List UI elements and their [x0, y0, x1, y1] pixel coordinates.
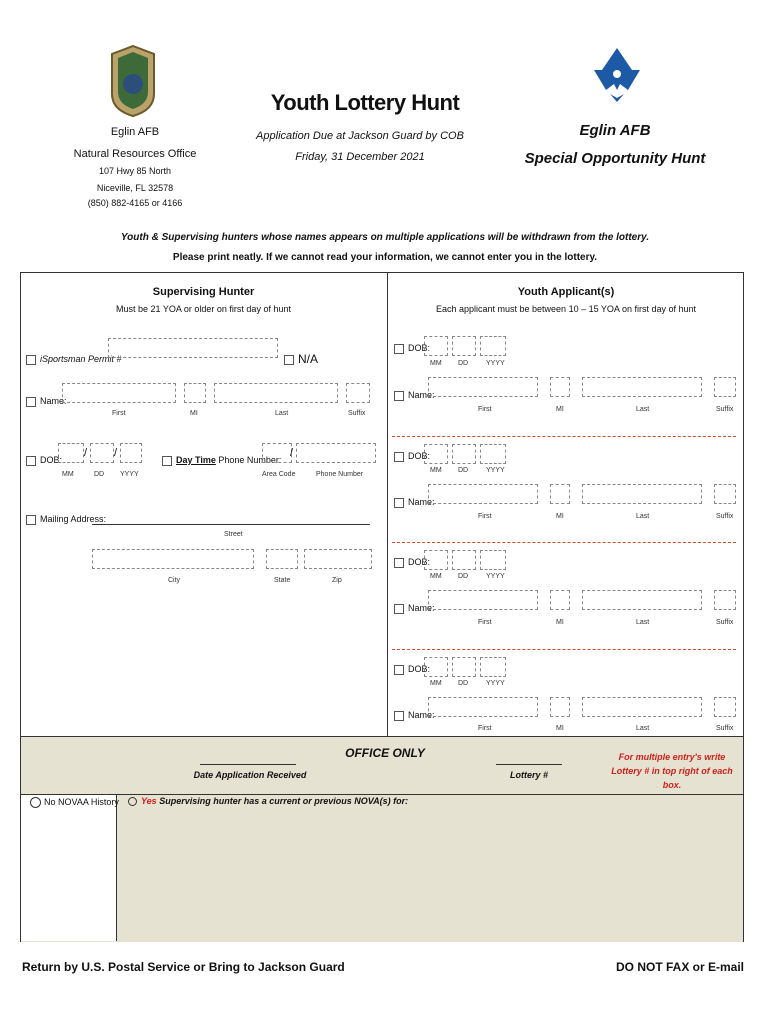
date-received-label: Date Application Received: [193, 770, 307, 780]
notice-line2: Please print neatly. If we cannot read your information, we cannot enter you in the lottery.: [172, 252, 598, 263]
youth3-dob-yyyy[interactable]: [480, 550, 506, 570]
youth1-dd-caption: DD: [458, 360, 469, 367]
youth3-last-caption: Last: [636, 619, 650, 626]
youth3-yyyy-caption: YYYY: [486, 573, 505, 580]
notice-line1: Youth & Supervising hunters whose names appears on multiple applications will be withdrawn from the lottery.: [120, 232, 650, 243]
no-novaa-label: No NOVAA History: [44, 797, 119, 807]
supervisor-first-caption: First: [112, 410, 126, 417]
street-caption: Street: [224, 531, 243, 538]
dob-slash: /: [84, 447, 88, 459]
youth2-mi-caption: MI: [556, 513, 564, 520]
permit-checkbox[interactable]: [26, 355, 36, 365]
mailing-checkbox[interactable]: [26, 515, 36, 525]
supervisor-dob-row[interactable]: [26, 455, 62, 466]
youth3-last-field[interactable]: [582, 590, 702, 610]
dob-slash: /: [114, 447, 118, 459]
city-caption: City: [168, 577, 181, 584]
youth1-suffix-field[interactable]: [714, 377, 736, 397]
supervisor-name-label: Name:: [40, 396, 67, 406]
youth3-suffix-field[interactable]: [714, 590, 736, 610]
multiple-entry-note: For multiple entry's write Lottery # in top right of each box.: [611, 752, 733, 790]
lottery-number-label: Lottery #: [509, 770, 548, 780]
no-novaa-box: [21, 794, 117, 941]
mailing-label: Mailing Address:: [40, 514, 107, 524]
youth3-first-caption: First: [478, 619, 492, 626]
youth3-dob-dd[interactable]: [452, 550, 476, 570]
youth1-mm-caption: MM: [430, 360, 442, 367]
youth2-dd-caption: DD: [458, 467, 469, 474]
zip-field[interactable]: [304, 549, 372, 569]
youth1-first-caption: First: [478, 406, 492, 413]
youth3-mi-field[interactable]: [550, 590, 570, 610]
youth4-dd-caption: DD: [458, 680, 469, 687]
supervisor-mi-field[interactable]: [184, 383, 206, 403]
area-code-field[interactable]: [262, 443, 292, 463]
youth-separator: [392, 542, 736, 543]
youth2-yyyy-caption: YYYY: [486, 467, 505, 474]
supervisor-last-caption: Last: [275, 410, 289, 417]
yes-novaa-option[interactable]: [128, 796, 408, 806]
youth2-mm-caption: MM: [430, 467, 442, 474]
youth4-dob-label: DOB:: [408, 664, 431, 674]
city-field[interactable]: [92, 549, 254, 569]
youth4-yyyy-caption: YYYY: [486, 680, 505, 687]
no-fax-notice: DO NOT FAX or E-mail: [615, 960, 744, 974]
state-caption: State: [274, 577, 291, 584]
youth4-suffix-field[interactable]: [714, 697, 736, 717]
supervisor-first-field[interactable]: [62, 383, 176, 403]
youth4-dob-mm[interactable]: [424, 657, 448, 677]
permit-label: iSportsman Permit #: [40, 354, 122, 364]
youth2-last-field[interactable]: [582, 484, 702, 504]
youth1-dob-dd[interactable]: [452, 336, 476, 356]
youth1-dob-mm[interactable]: [424, 336, 448, 356]
lottery-number-line[interactable]: [496, 764, 562, 765]
youth2-name-label: Name:: [408, 497, 435, 507]
address-line1: 107 Hwy 85 North: [98, 166, 172, 176]
youth2-dob-yyyy[interactable]: [480, 444, 506, 464]
youth-separator: [392, 649, 736, 650]
youth1-dob-yyyy[interactable]: [480, 336, 506, 356]
youth2-mi-field[interactable]: [550, 484, 570, 504]
youth4-dob-dd[interactable]: [452, 657, 476, 677]
supervisor-mi-caption: MI: [190, 410, 198, 417]
permit-number-field[interactable]: [108, 338, 278, 358]
youth3-dd-caption: DD: [458, 573, 469, 580]
youth1-mi-caption: MI: [556, 406, 564, 413]
youth1-dob-checkbox[interactable]: [394, 344, 404, 354]
youth-separator: [392, 436, 736, 437]
youth1-last-caption: Last: [636, 406, 650, 413]
supervisor-name-checkbox[interactable]: [26, 397, 36, 407]
youth3-dob-label: DOB:: [408, 557, 431, 567]
yes-novaa-text: Supervising hunter has a current or previous NOVA(s) for:: [159, 796, 409, 806]
supervisor-mm-caption: MM: [62, 471, 74, 478]
youth2-dob-checkbox[interactable]: [394, 452, 404, 462]
youth3-mi-caption: MI: [556, 619, 564, 626]
supervisor-last-field[interactable]: [214, 383, 338, 403]
natural-resources-seal-logo: [108, 44, 158, 118]
supervisor-dob-label: DOB:: [40, 455, 63, 465]
street-field[interactable]: [92, 510, 370, 525]
right-org-name: Eglin AFB: [579, 122, 651, 139]
youth1-last-field[interactable]: [582, 377, 702, 397]
youth4-mi-field[interactable]: [550, 697, 570, 717]
youth1-mi-field[interactable]: [550, 377, 570, 397]
youth3-name-checkbox[interactable]: [394, 604, 404, 614]
youth4-last-caption: Last: [636, 725, 650, 732]
youth1-suffix-caption: Suffix: [716, 406, 734, 413]
date-received-line[interactable]: [200, 764, 296, 765]
novaa-history-box: [117, 794, 743, 941]
na-label: N/A: [298, 352, 319, 366]
youth2-dob-mm[interactable]: [424, 444, 448, 464]
youth1-yyyy-caption: YYYY: [486, 360, 505, 367]
youth4-suffix-caption: Suffix: [716, 725, 734, 732]
youth-heading: Youth Applicant(s): [517, 286, 615, 298]
youth3-suffix-caption: Suffix: [716, 619, 734, 626]
youth2-suffix-caption: Suffix: [716, 513, 734, 520]
youth2-first-field[interactable]: [428, 484, 538, 504]
supervisor-dob-checkbox[interactable]: [26, 456, 36, 466]
left-org-office: Natural Resources Office: [73, 148, 197, 160]
due-date-line2: Friday, 31 December 2021: [295, 151, 425, 163]
youth2-dob-label: DOB:: [408, 451, 431, 461]
office-phone: (850) 882-4165 or 4166: [87, 198, 183, 208]
air-force-wings-logo: [592, 44, 642, 108]
youth1-first-field[interactable]: [428, 377, 538, 397]
youth2-dob-dd[interactable]: [452, 444, 476, 464]
supervisor-name-row[interactable]: [26, 396, 67, 407]
phone-number-field[interactable]: [296, 443, 376, 463]
youth4-mm-caption: MM: [430, 680, 442, 687]
state-field[interactable]: [266, 549, 298, 569]
phone-number-caption: Phone Number: [316, 471, 364, 478]
youth2-name-checkbox[interactable]: [394, 498, 404, 508]
address-line2: Niceville, FL 32578: [96, 183, 174, 193]
yes-label: Yes: [141, 796, 157, 806]
supervisor-heading: Supervising Hunter: [152, 286, 255, 298]
supervisor-dd-caption: DD: [94, 471, 105, 478]
youth2-last-caption: Last: [636, 513, 650, 520]
supervisor-dob-yyyy[interactable]: [120, 443, 142, 463]
no-novaa-option[interactable]: [30, 797, 119, 808]
youth2-suffix-field[interactable]: [714, 484, 736, 504]
youth4-first-field[interactable]: [428, 697, 538, 717]
youth4-first-caption: First: [478, 725, 492, 732]
supervisor-suffix-caption: Suffix: [348, 410, 366, 417]
supervisor-dob-mm[interactable]: [58, 443, 84, 463]
day-time-label: Day Time: [176, 455, 216, 465]
na-checkbox-row[interactable]: [284, 352, 318, 366]
youth4-mi-caption: MI: [556, 725, 564, 732]
supervisor-suffix-field[interactable]: [346, 383, 370, 403]
youth1-name-checkbox[interactable]: [394, 391, 404, 401]
form-title: Youth Lottery Hunt: [270, 90, 460, 115]
youth3-name-label: Name:: [408, 603, 435, 613]
youth4-dob-checkbox[interactable]: [394, 665, 404, 675]
youth4-dob-yyyy[interactable]: [480, 657, 506, 677]
youth3-dob-checkbox[interactable]: [394, 558, 404, 568]
supervisor-dob-dd[interactable]: [90, 443, 114, 463]
youth2-first-caption: First: [478, 513, 492, 520]
youth1-name-label: Name:: [408, 390, 435, 400]
office-only-heading: OFFICE ONLY: [345, 746, 425, 760]
phone-checkbox[interactable]: [162, 456, 172, 466]
youth3-dob-mm[interactable]: [424, 550, 448, 570]
yes-novaa-radio[interactable]: [128, 797, 137, 806]
supervisor-yyyy-caption: YYYY: [120, 471, 139, 478]
left-org-name: Eglin AFB: [110, 126, 160, 138]
column-divider: [387, 272, 388, 736]
youth3-first-field[interactable]: [428, 590, 538, 610]
youth4-last-field[interactable]: [582, 697, 702, 717]
due-date-line1: Application Due at Jackson Guard by COB: [256, 130, 464, 142]
youth4-name-label: Name:: [408, 710, 435, 720]
na-checkbox[interactable]: [284, 355, 294, 365]
phone-slash: /: [290, 447, 294, 459]
youth3-mm-caption: MM: [430, 573, 442, 580]
zip-caption: Zip: [332, 577, 342, 584]
youth1-dob-label: DOB:: [408, 343, 431, 353]
area-code-caption: Area Code: [262, 471, 296, 478]
youth4-name-checkbox[interactable]: [394, 711, 404, 721]
youth-subheading: Each applicant must be between 10 – 15 YOA on first day of hunt: [435, 304, 696, 314]
right-org-hunt: Special Opportunity Hunt: [524, 150, 706, 167]
no-novaa-radio[interactable]: [30, 797, 41, 808]
supervisor-subheading: Must be 21 YOA or older on first day of hunt: [116, 304, 291, 314]
return-instructions: Return by U.S. Postal Service or Bring to Jackson Guard: [22, 960, 345, 974]
phone-label: Phone Number:: [218, 455, 282, 465]
